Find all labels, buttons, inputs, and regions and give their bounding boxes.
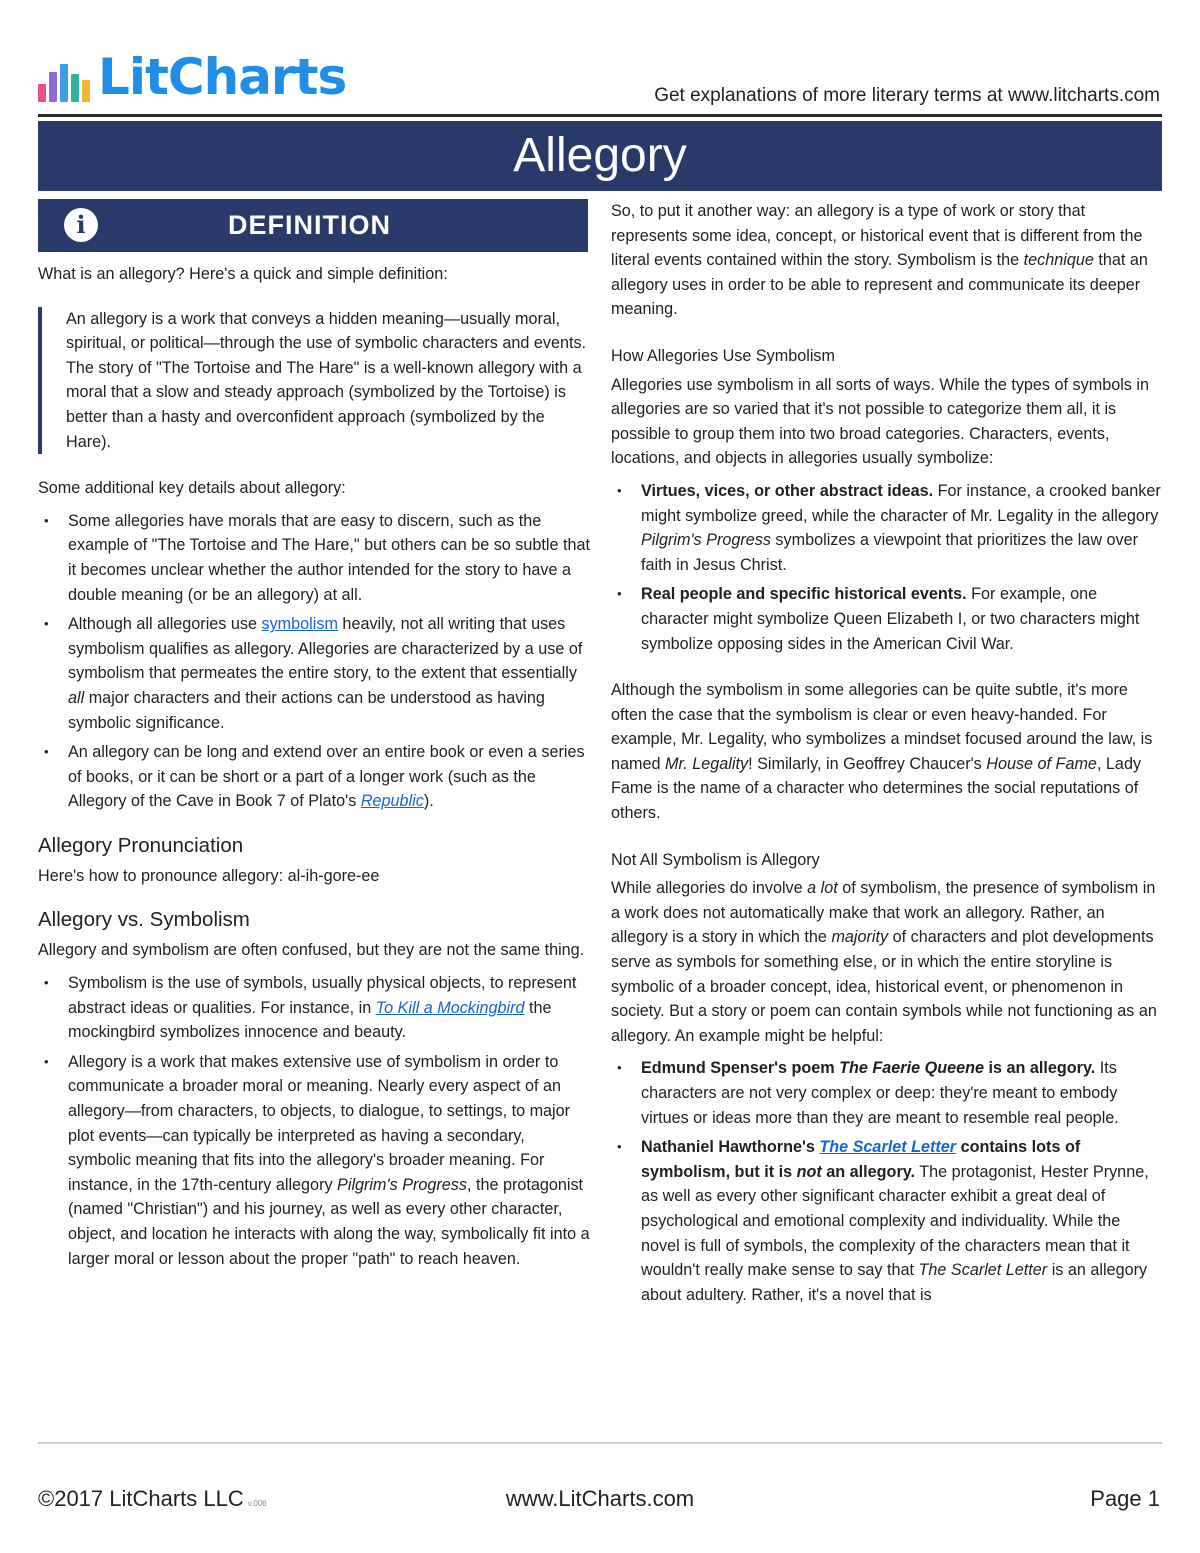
vs-summary: So, to put it another way: an allegory is a type of work or story that represents some idea, concept, or historical event that is different from the literal events contained within the story. Symbolism is the technique that an allegory uses in order to be able to represent and communicate its deeper meaning.	[611, 202, 1148, 319]
not-all-paragraph: While allegories do involve a lot of symbolism, the presence of symbolism in a work does not automatically make that work an allegory. Rather, an allegory is a story in which the majority of characters and plot developments serve as symbols for something else, or in which the entire storyline is symbolic of a broader concept, idea, historical event, or phenomenon in society. But a story or poem can contain symbols while not functioning as an allegory. An example might be helpful:	[611, 879, 1157, 1045]
logo-bars-icon	[38, 56, 90, 102]
how-list	[611, 479, 1163, 656]
not-all-heading: Not All Symbolism is Allegory	[611, 850, 820, 869]
page-number: Page 1	[1090, 1486, 1160, 1511]
list-item: • Nathaniel Hawthorne's The Scarlet Letter contains lots of symbolism, but it is not an allegory. The protagonist, Hester Prynne, as well as every other significant character exhibit a great deal of psychological and emotional complexity and individuality. While the novel is full of symbols, the complexity of the characters mean that it wouldn't really make sense to say that The Scarlet Letter is an allegory about adultery. Rather, it's a novel that is	[641, 1135, 1163, 1307]
footer-divider	[38, 1442, 1162, 1444]
list-item: • An allegory can be long and extend over an entire book or even a series of books, or it can be short or a part of a longer work (such as the Allegory of the Cave in Book 7 of Plato's Republic).	[68, 740, 590, 814]
how-heading: How Allegories Use Symbolism	[611, 346, 836, 365]
left-column	[38, 262, 590, 1276]
pronunciation-heading: Allegory Pronunciation	[38, 833, 244, 857]
scarlet-letter-link[interactable]: The Scarlet Letter	[819, 1138, 957, 1157]
list-item: • Virtues, vices, or other abstract ideas. For instance, a crooked banker might symbolize greed, while the character of Mr. Legality in the allegory Pilgrim's Progress symbolizes a viewpoint that prioritizes the law over faith in Jesus Christ.	[641, 479, 1163, 577]
page-title: Allegory	[38, 121, 1162, 191]
vs-list	[38, 971, 590, 1271]
pronunciation-text: Here's how to pronounce allegory: al-ih-gore-ee	[38, 866, 380, 885]
key-details-list	[38, 509, 590, 814]
header-divider	[38, 114, 1162, 117]
info-icon: i	[64, 208, 98, 242]
list-item: • Real people and specific historical events. For example, one character might symbolize Queen Elizabeth I, or two characters might symbolize opposing sides in the American Civil War.	[641, 582, 1163, 656]
logo-text: LitCharts	[98, 48, 347, 106]
how-intro: Allegories use symbolism in all sorts of ways. While the types of symbols in allegories are so varied that it's not possible to categorize them all, it is possible to group them into two broad categories. Characters, events, locations, and objects in allegories usually symbolize:	[611, 375, 1149, 468]
to-kill-a-mockingbird-link[interactable]: To Kill a Mockingbird	[375, 998, 525, 1017]
list-item: • Symbolism is the use of symbols, usually physical objects, to represent abstract ideas or qualities. For instance, in To Kill a Mockingbird the mockingbird symbolizes innocence and beauty.	[68, 971, 590, 1045]
list-item: • Edmund Spenser's poem The Faerie Queene is an allegory. Its characters are not very complex or deep: they're meant to embody virtues or ideas more than they are meant to resemble real people.	[641, 1056, 1163, 1130]
copyright: ©2017 LitCharts LLC v.006	[38, 1486, 267, 1511]
list-item: • Although all allegories use symbolism heavily, not all writing that uses symbolism qualifies as allegory. Allegories are characterized by a use of symbolism that permeates the entire story, to the extent that essentially all major characters and their actions can be understood as having symbolic significance.	[68, 612, 590, 735]
vs-intro: Allegory and symbolism are often confused, but they are not the same thing.	[38, 941, 585, 960]
definition-intro: What is an allegory? Here's a quick and simple definition:	[38, 265, 448, 283]
version-label: v.006	[247, 1499, 267, 1508]
definition-quote: An allegory is a work that conveys a hidden meaning—usually moral, spiritual, or political—through the use of symbolic characters and events. The story of "The Tortoise and The Hare" is a well-known allegory with a moral that a slow and steady approach (symbolized by the Tortoise) is better than a hasty and overconfident approach (symbolized by the Hare).	[38, 307, 590, 455]
key-details-intro: Some additional key details about allegory:	[38, 479, 346, 498]
litcharts-logo[interactable]	[38, 48, 347, 106]
not-all-list	[611, 1056, 1163, 1307]
list-item: • Allegory is a work that makes extensive use of symbolism in order to communicate a broader moral or meaning. Nearly every aspect of an allegory—from characters, to objects, to dialogue, to settings, to major plot events—can typically be interpreted as having a secondary, symbolic meaning that fits into the allegory's broader meaning. For instance, in the 17th-century allegory Pilgrim's Progress, the protagonist (named "Christian") and his journey, as well as every other character, object, and location he interacts with along the way, symbolically fit into a larger moral or lesson about the proper "path" to reach heaven.	[68, 1050, 590, 1271]
how-paragraph: Although the symbolism in some allegories can be quite subtle, it's more often the case that the symbolism is clear or even heavy-handed. For example, Mr. Legality, who symbolizes a mindset focused around the law, is named Mr. Legality! Similarly, in Geoffrey Chaucer's House of Fame, Lady Fame is the name of a character who determines the social reputations of others.	[611, 681, 1153, 823]
site-link[interactable]: www.LitCharts.com	[505, 1486, 695, 1511]
tagline: Get explanations of more literary terms at www.litcharts.com	[654, 85, 1160, 106]
definition-heading: DEFINITION	[228, 210, 391, 240]
right-column	[611, 199, 1163, 1312]
list-item: • Some allegories have morals that are easy to discern, such as the example of "The Tortoise and The Hare," but others can be so subtle that it becomes unclear whether the author intended for the story to have a double meaning (or be an allegory) at all.	[68, 509, 590, 607]
vs-heading: Allegory vs. Symbolism	[38, 908, 250, 932]
republic-link[interactable]: Republic	[360, 792, 424, 811]
symbolism-link[interactable]: symbolism	[261, 615, 338, 634]
definition-banner	[38, 199, 588, 252]
